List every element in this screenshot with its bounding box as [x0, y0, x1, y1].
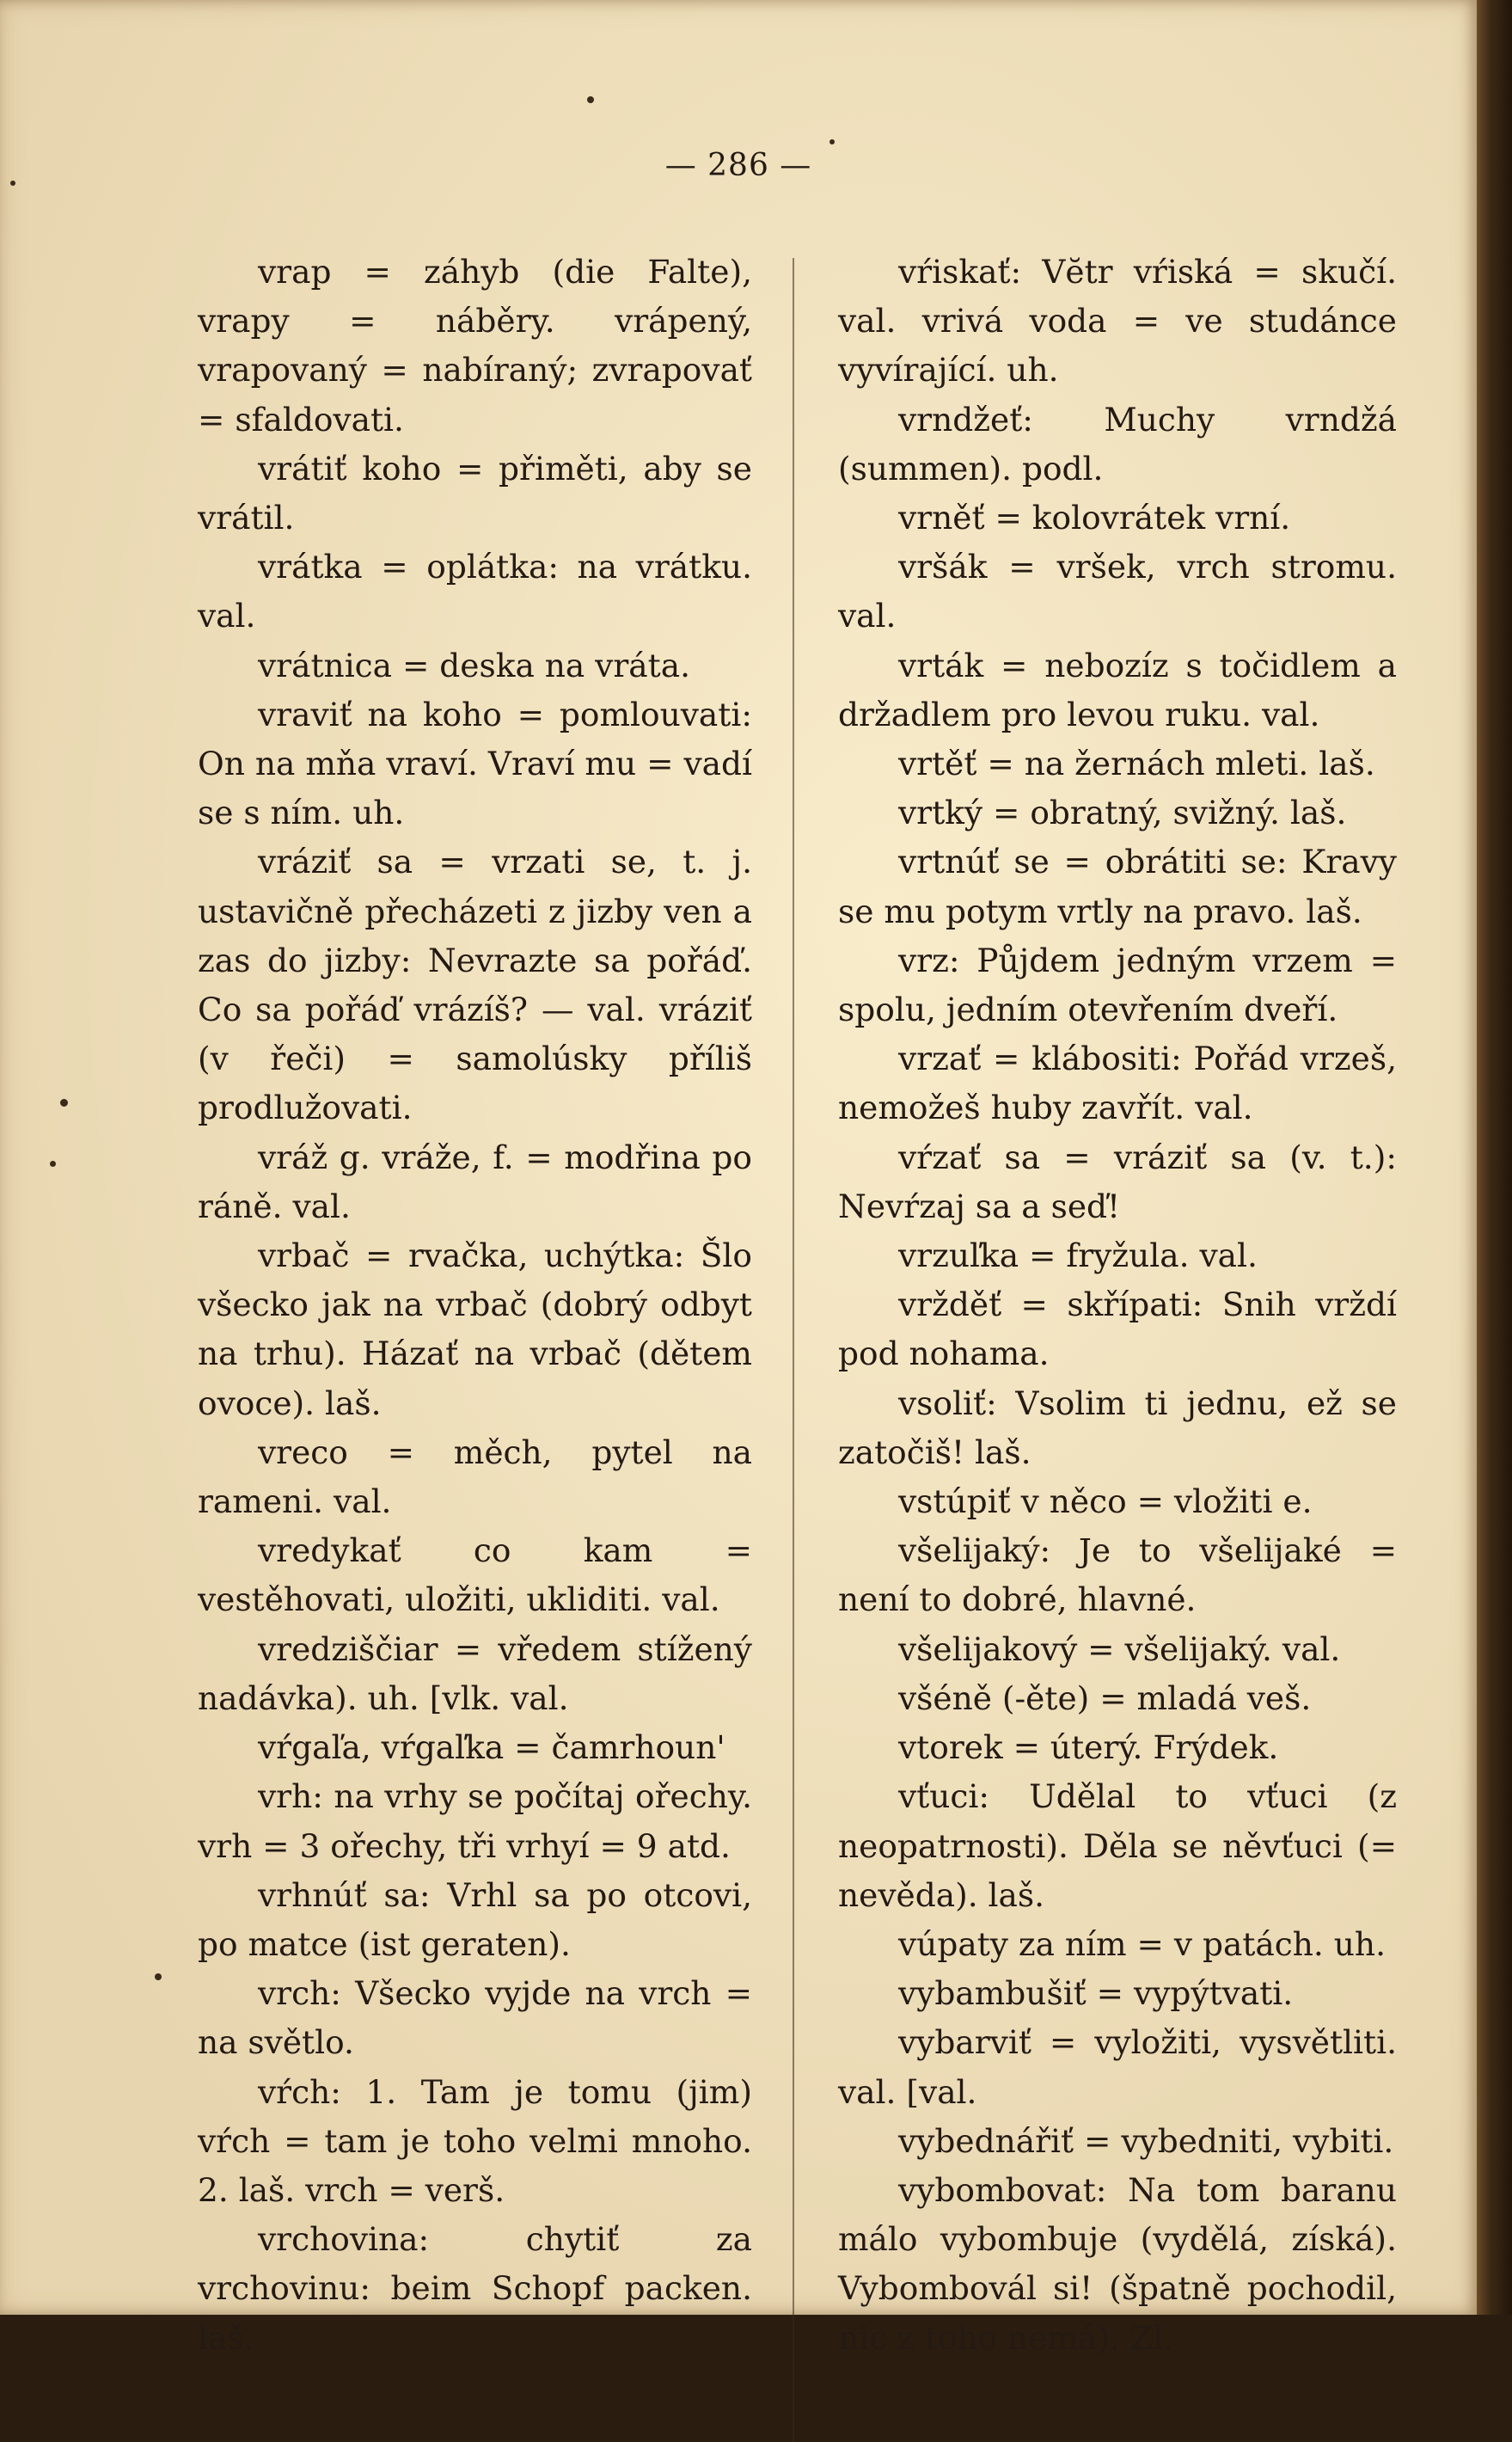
dictionary-entry: vráziť sa = vrzati se, t. j. ustavičně přecházeti z jizby ven a zas do jizby: Nevrazte sa pořáď. Co sa pořáď vrázíš? — val. vráziť (v řeči) = samolúsky příliš prodlužovati. — [198, 843, 752, 1127]
paper-speck — [829, 139, 835, 144]
dictionary-entry: vstúpiť v něco = vložiti e. — [898, 1482, 1313, 1521]
dictionary-entry: vrtký = obratný, svižný. laš. — [898, 794, 1347, 832]
dictionary-entry: vrněť = kolovrátek vrní. — [898, 499, 1291, 537]
paper-speck — [155, 1973, 162, 1980]
dictionary-entry: vrh: na vrhy se počítaj ořechy. vrh = 3 ořechy, tři vrhyí = 9 atd. — [198, 1777, 752, 1865]
left-column — [198, 248, 752, 2363]
paper-speck — [50, 1161, 56, 1167]
dictionary-entry: vráž g. vráže, f. = modřina po ráně. val. — [198, 1138, 752, 1225]
dictionary-entry: vrtnúť se = obrátiti se: Kravy se mu potym vrtly na pravo. laš. — [838, 843, 1397, 930]
dictionary-entry: všelijaký: Je to všelijaké = není to dobré, hlavné. — [838, 1531, 1397, 1619]
dictionary-entry: vrátka = oplátka: na vrátku. val. — [198, 548, 752, 635]
dictionary-entry: vŕch: 1. Tam je tomu (jim) vŕch = tam je toho velmi mnoho. 2. laš. vrch = verš. — [198, 2072, 752, 2209]
dictionary-entry: vržděť = skřípati: Snih vrždí pod nohama. — [838, 1285, 1397, 1373]
column-divider — [793, 258, 794, 2442]
paper-speck — [587, 96, 594, 103]
page-number: — 286 — — [664, 148, 812, 183]
dictionary-entry: vrch: Všecko vyjde na vrch = na světlo. — [198, 1974, 752, 2062]
dictionary-entry: vrbač = rvačka, uchýtka: Šlo všecko jak na vrbač (dobrý odbyt na trhu). Házať na vrbač (dětem ovoce). laš. — [198, 1236, 752, 1422]
dictionary-entry: vreco = měch, pytel na rameni. val. — [198, 1433, 752, 1521]
dictionary-entry: všéně (-ěte) = mladá veš. — [898, 1678, 1312, 1717]
dictionary-entry: vrzať = klábositi: Pořád vrzeš, nemožeš huby zavřít. val. — [838, 1040, 1397, 1127]
dictionary-entry: vrzuľka = fryžula. val. — [898, 1236, 1258, 1275]
dictionary-entry: vredziščiar = vředem stížený nadávka). uh. [vlk. val. — [198, 1629, 752, 1717]
dictionary-entry: vrátnica = deska na vráta. — [258, 646, 690, 684]
dictionary-entry: vrndžeť: Muchy vrndžá (summen). podl. — [838, 400, 1397, 488]
dictionary-entry: vrtěť = na žernách mleti. laš. — [898, 745, 1375, 783]
dictionary-entry: vybednářiť = vybedniti, vybiti. — [898, 2121, 1394, 2160]
right-column — [838, 248, 1397, 2363]
dictionary-entry: vraviť na koho = pomlouvati: On na mňa vraví. Vraví mu = vadí se s ním. uh. — [198, 695, 752, 832]
dictionary-entry: vybombovat: Na tom baranu málo vybombuje (vydělá, získá). Vybombovál si! (špatně pochodil, nic z toho nemá). Zl. — [838, 2170, 1397, 2357]
dictionary-entry: vredykať co kam = vestěhovati, uložiti, ukliditi. val. — [198, 1531, 752, 1619]
dictionary-entry: vrhnúť sa: Vrhl sa po otcovi, po matce (ist geraten). — [198, 1875, 752, 1963]
book-spine — [1477, 0, 1512, 2315]
dictionary-entry: vtorek = úterý. Frýdek. — [898, 1728, 1279, 1767]
dictionary-entry: vŕzať sa = vráziť sa (v. t.): Nevŕzaj sa a seď! — [838, 1138, 1397, 1225]
dictionary-entry: vŕiskať: Vĕtr vŕiská = skučí. val. vrivá voda = ve studánce vyvírající. uh. — [838, 253, 1397, 390]
dictionary-entry: vrz: Půjdem jedným vrzem = spolu, jedním otevřením dveří. — [838, 941, 1397, 1029]
dictionary-entry: vsoliť: Vsolim ti jednu, ež se zatočiš! laš. — [838, 1384, 1397, 1471]
paper-speck — [10, 181, 15, 186]
paper-speck — [60, 1099, 68, 1107]
dictionary-entry: vrap = záhyb (die Falte), vrapy = náběry. vrápený, vrapovaný = nabíraný; zvrapovať = sfaldovati. — [198, 253, 752, 439]
dictionary-entry: vrchovina: chytiť za vrchovinu: beim Schopf packen. laš. — [198, 2220, 752, 2357]
dictionary-entry: vybambušiť = vypýtvati. — [898, 1974, 1294, 2013]
dictionary-entry: vúpaty za ním = v patách. uh. — [898, 1924, 1386, 1963]
dictionary-entry: vrták = nebozíz s točidlem a držadlem pro levou ruku. val. — [838, 646, 1397, 733]
dictionary-entry: všelijakový = všelijaký. val. — [898, 1629, 1341, 1668]
dictionary-entry: vrátiť koho = přiměti, aby se vrátil. — [198, 449, 752, 537]
dictionary-entry: vťuci: Udělal to vťuci (z neopatrnosti). Děla se něvťuci (= nevěda). laš. — [838, 1777, 1397, 1914]
dictionary-entry: vŕgaľa, vŕgaľka = čamrhoun' — [258, 1728, 725, 1767]
dictionary-entry: vršák = vršek, vrch stromu. val. — [838, 548, 1397, 635]
dictionary-entry: vybarviť = vyložiti, vysvětliti. val. [val. — [838, 2023, 1397, 2111]
